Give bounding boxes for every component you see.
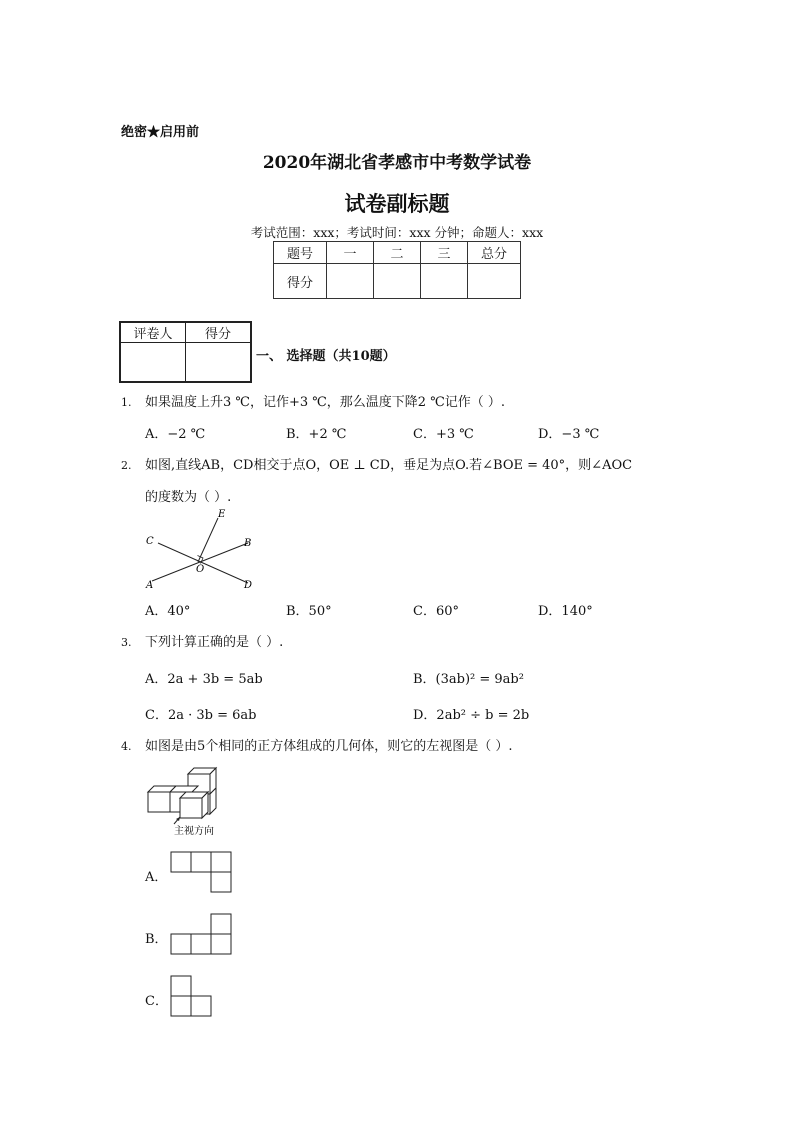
intersecting-lines-figure bbox=[140, 505, 265, 595]
secret-label: 绝密★启用前 bbox=[121, 125, 200, 140]
question-number: 1. bbox=[121, 396, 132, 409]
line-cd bbox=[158, 543, 248, 583]
option-a: A．40° bbox=[145, 604, 191, 619]
exam-subtitle: 试卷副标题 bbox=[344, 191, 450, 216]
option-c: C． bbox=[145, 994, 168, 1009]
question-1 bbox=[121, 391, 505, 410]
option-b-view-icon bbox=[170, 913, 234, 957]
option-c: C．60° bbox=[413, 604, 459, 619]
score-cell bbox=[374, 264, 421, 299]
question-text-line2: 的度数为（ ）. bbox=[145, 490, 232, 505]
score-header-cell: 一 bbox=[327, 242, 374, 264]
score-header-cell: 题号 bbox=[274, 242, 327, 264]
label-a: A bbox=[146, 580, 154, 591]
question-text: 下列计算正确的是（ ）. bbox=[145, 635, 284, 650]
option-c: C．+3 ℃ bbox=[413, 427, 474, 442]
exam-info: 考试范围：xxx；考试时间：xxx 分钟；命题人：xxx bbox=[250, 225, 544, 240]
score-cell bbox=[327, 264, 374, 299]
section-title: 一、 选择题（共10题） bbox=[256, 349, 396, 364]
cube-face bbox=[148, 792, 170, 812]
option-b: B．(3ab)² = 9ab² bbox=[413, 672, 524, 687]
score-cell bbox=[421, 264, 468, 299]
question-3 bbox=[121, 631, 283, 650]
cube-solid-figure bbox=[140, 762, 230, 838]
score-header-cell: 三 bbox=[421, 242, 468, 264]
option-a: A．2a + 3b = 5ab bbox=[145, 672, 263, 687]
option-b: B． bbox=[145, 932, 168, 947]
figure-caption: 主视方向 bbox=[174, 826, 214, 837]
label-b: B bbox=[244, 538, 252, 549]
option-d: D．2ab² ÷ b = 2b bbox=[413, 708, 530, 723]
exam-title: 2020年湖北省孝感市中考数学试卷 bbox=[262, 153, 532, 173]
option-a: A．−2 ℃ bbox=[145, 427, 206, 442]
question-text: 如图,直线AB，CD相交于点O，OE ⊥ CD，垂足为点O.若∠BOE = 40°，则∠AOC bbox=[145, 458, 633, 473]
score-header-cell: 总分 bbox=[468, 242, 521, 264]
option-c-view-icon bbox=[170, 975, 214, 1019]
label-o: O bbox=[196, 564, 205, 575]
question-number: 4. bbox=[121, 740, 132, 753]
label-e: E bbox=[218, 509, 226, 520]
label-d: D bbox=[244, 580, 253, 591]
ray-oe bbox=[198, 518, 218, 562]
grader-header-cell: 评卷人 bbox=[120, 322, 186, 343]
score-row-label: 得分 bbox=[274, 264, 327, 299]
question-text: 如图是由5个相同的正方体组成的几何体，则它的左视图是（ ）. bbox=[145, 739, 513, 754]
grader-cell bbox=[186, 343, 252, 383]
question-text: 如果温度上升3 ℃，记作+3 ℃，那么温度下降2 ℃记作（ ）. bbox=[145, 395, 505, 410]
option-a: A． bbox=[145, 870, 168, 885]
grader-cell bbox=[120, 343, 186, 383]
option-a-view-icon bbox=[170, 851, 234, 895]
question-4 bbox=[121, 735, 513, 754]
score-table bbox=[273, 241, 521, 299]
option-b: B．50° bbox=[286, 604, 332, 619]
option-c: C．2a · 3b = 6ab bbox=[145, 708, 257, 723]
score-cell bbox=[468, 264, 521, 299]
label-c: C bbox=[146, 536, 154, 547]
question-number: 3. bbox=[121, 636, 132, 649]
grader-table bbox=[119, 321, 252, 383]
question-number: 2. bbox=[121, 459, 132, 472]
question-2 bbox=[121, 454, 632, 473]
option-b: B．+2 ℃ bbox=[286, 427, 347, 442]
option-d: D．140° bbox=[538, 604, 593, 619]
cube-face bbox=[180, 798, 202, 818]
score-header-cell: 二 bbox=[374, 242, 421, 264]
option-d: D．−3 ℃ bbox=[538, 427, 600, 442]
grader-header-cell: 得分 bbox=[186, 322, 252, 343]
